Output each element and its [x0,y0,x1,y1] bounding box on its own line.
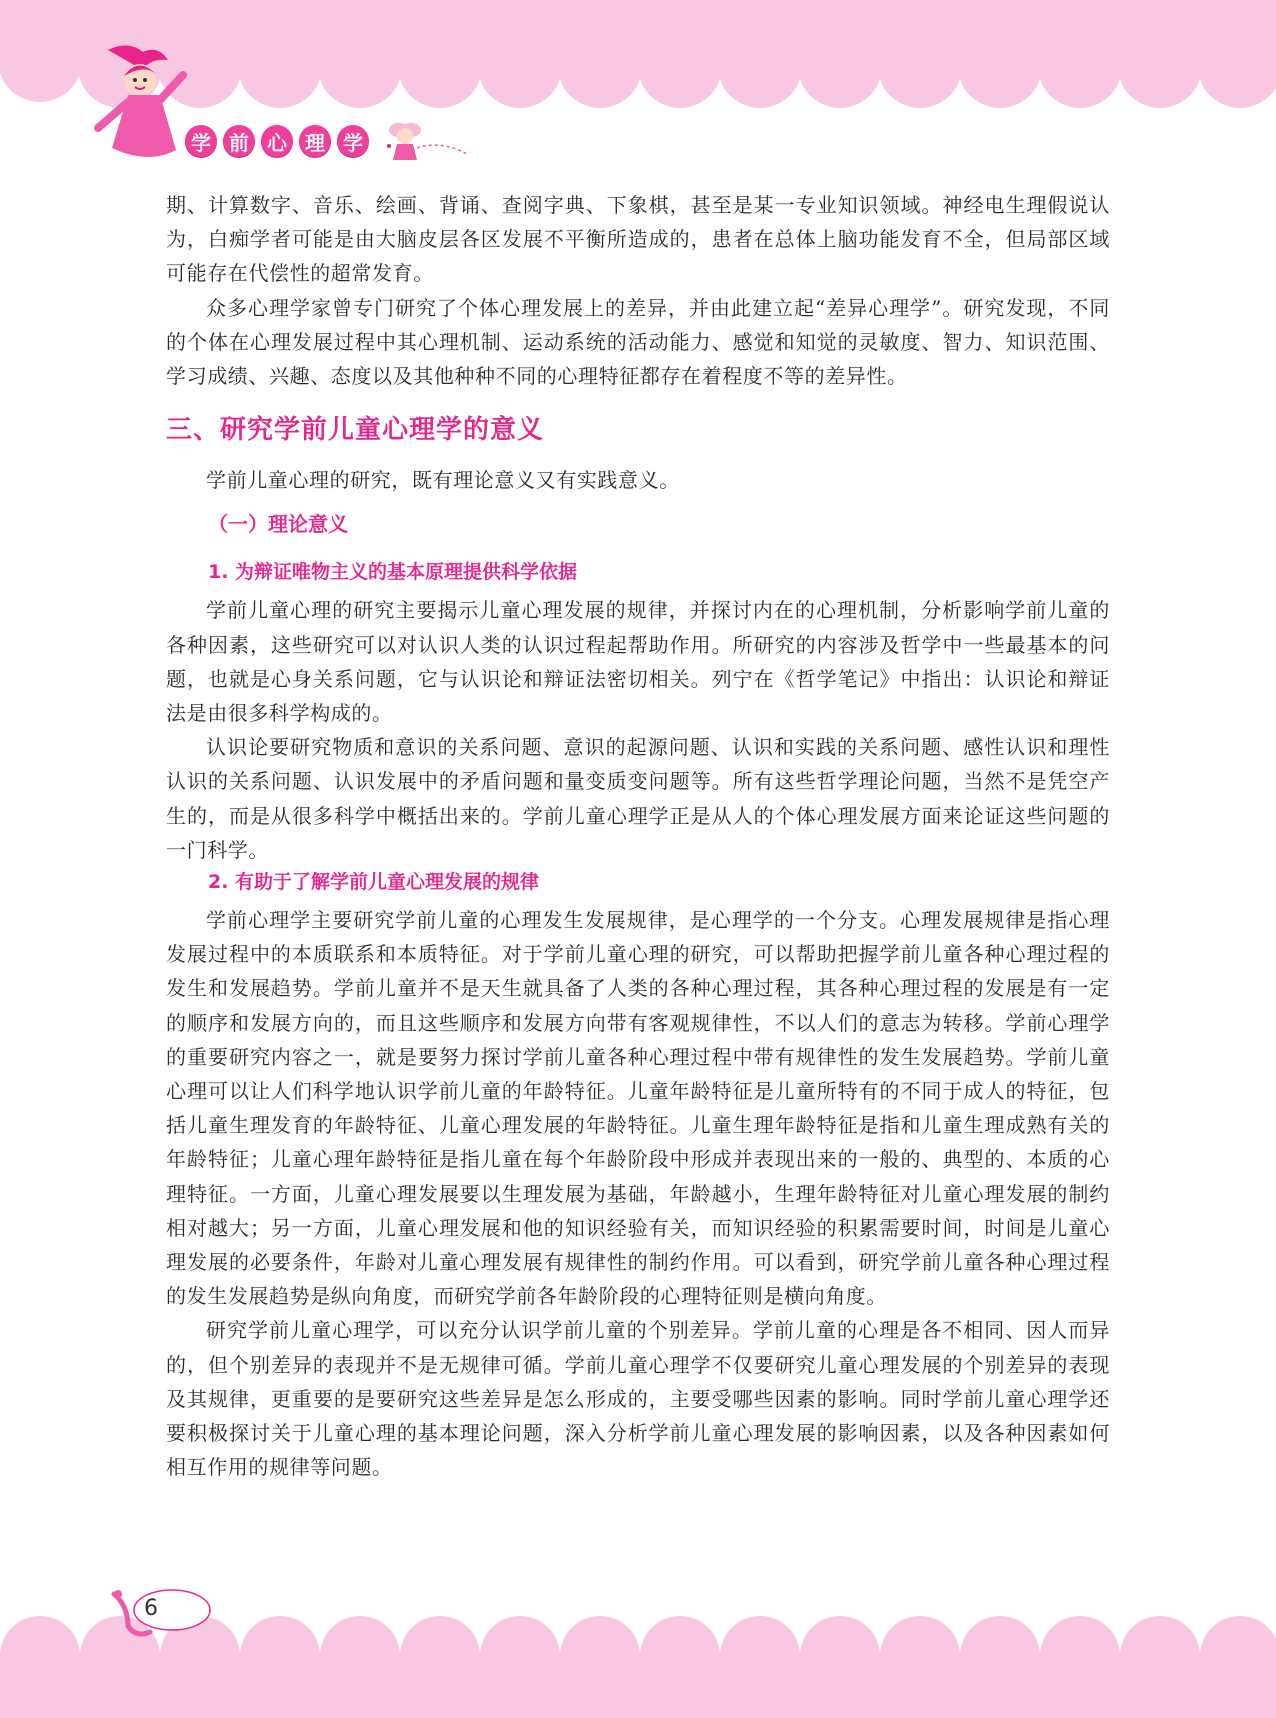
book-title [185,118,471,164]
book-title-char: 学 [185,125,217,157]
paragraph: 学前心理学主要研究学前儿童的心理发生发展规律，是心理学的一个分支。心理发展规律是指心理发展过程中的本质联系和本质特征。对于学前儿童心理的研究，可以帮助把握学前儿童各种心理过程的发生和发展趋势。学前儿童并不是天生就具备了人类的各种心理过程，其各种心理过程的发展是有一定的顺序和发展方向的，而且这些顺序和发展方向带有客观规律性，不以人们的意志为转移。学前心理学的重要研究内容之一，就是要努力探讨学前儿童各种心理过程中带有规律性的发生发展趋势。学前儿童心理可以让人们科学地认识学前儿童的年龄特征。儿童年龄特征是儿童所特有的不同于成人的特征，包括儿童生理发育的年龄特征、儿童心理发展的年龄特征。儿童生理年龄特征是指和儿童生理成熟有关的年龄特征；儿童心理年龄特征是指儿童在每个年龄阶段中形成并表现出来的一般的、典型的、本质的心理特征。一方面，儿童心理发展要以生理发展为基础，年龄越小，生理年龄特征对儿童心理发展的制约相对越大；另一方面，儿童心理发展和他的知识经验有关，而知识经验的积累需要时间，时间是儿童心理发展的必要条件，年龄对儿童心理发展有规律性的制约作用。可以看到，研究学前儿童各种心理过程的发生发展趋势是纵向角度，而研究学前各年龄阶段的心理特征则是横向角度。 [166,908,1110,1309]
item-heading: 1. 为辩证唯物主义的基本原理提供科学依据 [208,561,578,584]
section-heading: 三、研究学前儿童心理学的意义 [166,415,545,446]
section-lead: 学前儿童心理的研究，既有理论意义又有实践意义。 [206,468,680,493]
page-number-bubble-icon [110,1586,214,1642]
page-content [166,188,1110,1485]
subsection-heading: （一）理论意义 [208,512,348,537]
page-number: 6 [144,1596,158,1621]
book-title-char: 心 [261,125,293,157]
book-title-char: 前 [223,125,255,157]
fairy-girl-icon [88,40,188,170]
book-title-char: 理 [299,125,331,157]
paragraph: 众多心理学家曾专门研究了个体心理发展上的差异，并由此建立起“差异心理学”。研究发现，不同的个体在心理发展过程中其心理机制、运动系统的活动能力、感觉和知觉的灵敏度、智力、知识范围、学习成绩、兴趣、态度以及其他种种不同的心理特征都存在着程度不等的差异性。 [166,295,1110,389]
item-heading: 2. 有助于了解学前儿童心理发展的规律 [208,871,540,894]
book-title-char: 学 [337,125,369,157]
paragraph: 期、计算数字、音乐、绘画、背诵、查阅字典、下象棋，甚至是某一专业知识领域。神经电生理假说认为，白痴学者可能是由大脑皮层各区发展不平衡所造成的，患者在总体上脑功能发育不全，但局部区域可能存在代偿性的超常发育。 [166,193,1110,286]
top-scalloped-band [0,0,1276,110]
paragraph: 学前儿童心理的研究主要揭示儿童心理发展的规律，并探讨内在的心理机制，分析影响学前儿童的各种因素，这些研究可以对认识人类的认识过程起帮助作用。所研究的内容涉及哲学中一些最基本的问题，也就是心身关系问题，它与认识论和辩证法密切相关。列宁在《哲学笔记》中指出：认识论和辩证法是由很多科学构成的。 [166,598,1110,726]
paragraph: 认识论要研究物质和意识的关系问题、意识的起源问题、认识和实践的关系问题、感性认识和理性认识的关系问题、认识发展中的矛盾问题和量变质变问题等。所有这些哲学理论问题，当然不是凭空产生的，而是从很多科学中概括出来的。学前儿童心理学正是从人的个体心理发展方面来论证这些问题的一门科学。 [166,735,1110,862]
paragraph: 研究学前儿童心理学，可以充分认识学前儿童的个别差异。学前儿童的心理是各不相同、因人而异的，但个别差异的表现并不是无规律可循。学前儿童心理学不仅要研究儿童心理发展的个别差异的表现及其规律，更重要的是要研究这些差异是怎么形成的，主要受哪些因素的影响。同时学前儿童心理学还要积极探讨关于儿童心理的基本理论问题，深入分析学前儿童心理发展的影响因素，以及各种因素如何相互作用的规律等问题。 [166,1318,1110,1480]
small-angel-icon [381,118,471,164]
